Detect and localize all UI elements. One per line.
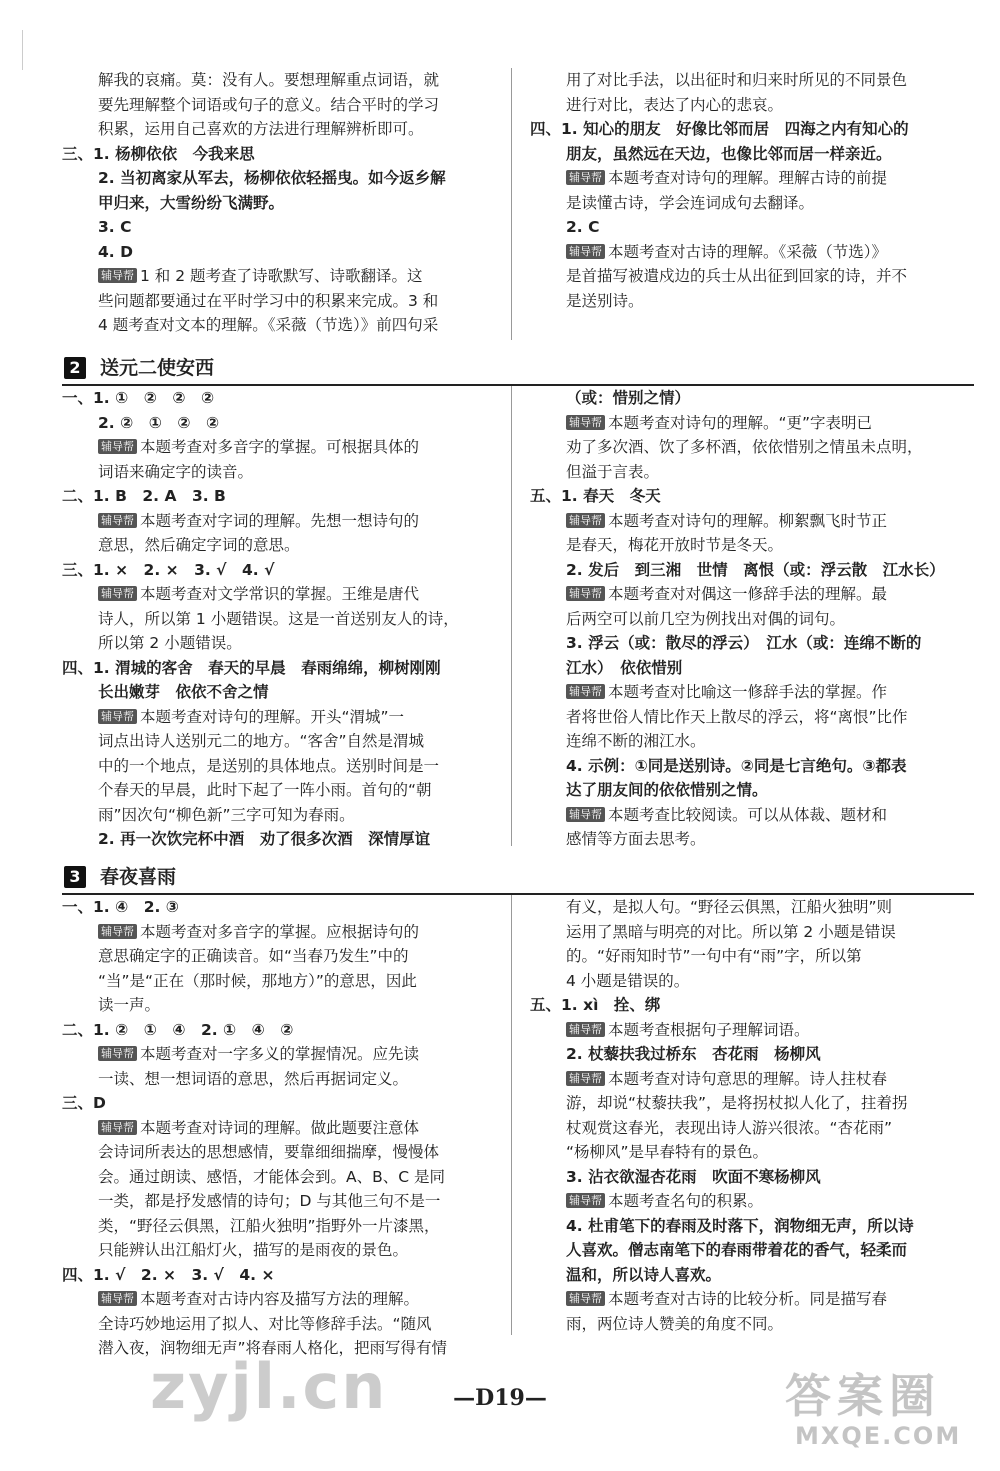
note-text: 本题考查对诗句的理解。理解古诗的前提 (608, 169, 888, 187)
page-number: —D19— (453, 1385, 547, 1411)
tutor-badge: 辅导帮 (566, 244, 605, 259)
note-text: 本题考查对字词的理解。先想一想诗句的 (140, 511, 420, 530)
answer-line: 达了朋友间的依依惜别之情。 (566, 781, 768, 799)
answer-line: 四、1. 知心的朋友 好像比邻而居 四海之内有知心的 (530, 120, 909, 138)
tutor-badge: 辅导帮 (566, 1071, 605, 1086)
section3-right-column (530, 895, 962, 1336)
note-text: 但溢于言表。 (566, 462, 660, 481)
note-text: 本题考查对对偶这一修辞手法的理解。最 (608, 585, 888, 603)
answer-line: 4. 示例：①同是送别诗。②同是七言绝句。③都表 (566, 756, 907, 775)
tutor-badge: 辅导帮 (566, 513, 605, 528)
answer-line: 二、1. ② ① ④ 2. ① ④ ② (62, 1020, 294, 1039)
note-text: 本题考查对诗句的理解。柳絮飘飞时节正 (608, 511, 888, 530)
note-text: 本题考查对古诗的比较分析。同是描写春 (608, 1290, 888, 1308)
tutor-badge: 辅导帮 (98, 439, 137, 454)
tutor-badge: 辅导帮 (566, 170, 605, 185)
answer-line: 三、D (62, 1094, 106, 1112)
note-text: 杖观赏这春光，表现出诗人游兴很浓。“杏花雨” (566, 1118, 893, 1137)
top-left-column (62, 68, 494, 338)
text-line: 积累，运用自己喜欢的方法进行理解辨析即可。 (98, 120, 424, 138)
text-line: 用了对比手法，以出征时和归来时所见的不同景色 (566, 71, 908, 89)
column-divider (511, 386, 512, 846)
answer-line: 三、1. × 2. × 3. √ 4. √ (62, 560, 275, 579)
note-text: 是首描写被遣戍边的兵士从出征到回家的诗，并不 (566, 267, 908, 285)
note-text: 连绵不断的湘江水。 (566, 732, 706, 750)
answer-line: 2. 杖藜扶我过桥东 杏花雨 杨柳风 (566, 1045, 821, 1063)
note-text: 是春天，梅花开放时节是冬天。 (566, 536, 784, 554)
note-text: 诗人，所以第 1 小题错误。这是一首送别友人的诗， (98, 609, 459, 628)
answer-line: 2. 发后 到三湘 世情 离恨（或：浮云散 江水长） (566, 560, 945, 579)
tutor-badge: 辅导帮 (566, 684, 605, 699)
tutor-badge: 辅导帮 (566, 586, 605, 601)
answer-line: 2. 当初离家从军去，杨柳依依轻摇曳。如今返乡解 (98, 169, 446, 187)
note-text: 本题考查对诗句的理解。开头“渭城”一 (140, 707, 405, 726)
answer-line: 二、1. B 2. A 3. B (62, 487, 226, 505)
answer-line: 4. 杜甫笔下的春雨及时落下，润物细无声，所以诗 (566, 1216, 914, 1235)
note-text: 全诗巧妙地运用了拟人、对比等修辞手法。“随风 (98, 1314, 432, 1333)
note-text: 本题考查对诗句意思的理解。诗人拄杖春 (608, 1069, 888, 1088)
answer-line: 朋友，虽然远在天边，也像比邻而居一样亲近。 (566, 144, 892, 163)
answer-line: 人喜欢。僧志南笔下的春雨带着花的香气，轻柔而 (566, 1241, 908, 1259)
answer-line: 三、1. 杨柳依依 今我来思 (62, 144, 255, 163)
note-text: 本题考查对多音字的掌握。可根据具体的 (140, 438, 420, 456)
answer-line: 2. 再一次饮完杯中酒 劝了很多次酒 深情厚谊 (98, 830, 431, 848)
note-text: “杨柳风”是早春特有的景色。 (566, 1143, 769, 1161)
tutor-badge: 辅导帮 (98, 709, 137, 724)
watermark-zyjl: zyjl.cn (150, 1350, 388, 1423)
note-text: 中的一个地点，是送别的具体地点。送别时间是一 (98, 756, 440, 775)
top-right-column (530, 68, 962, 313)
note-text: 1 和 2 题考查了诗歌默写、诗歌翻译。这 (140, 267, 423, 285)
note-text: 本题考查对文学常识的掌握。王维是唐代 (140, 585, 420, 603)
answer-line: 五、1. 春天 冬天 (530, 487, 661, 505)
text-line: 进行对比，表达了内心的悲哀。 (566, 95, 784, 114)
tutor-badge: 辅导帮 (98, 924, 137, 939)
answer-line: 四、1. √ 2. × 3. √ 4. × (62, 1265, 275, 1284)
watermark-mxqe (775, 1360, 985, 1455)
section2-left-column (62, 386, 494, 852)
tutor-badge: 辅导帮 (566, 1291, 605, 1306)
note-text: 本题考查对诗词的理解。做此题要注意体 (140, 1118, 420, 1137)
note-text: 是读懂古诗，学会连词成句去翻译。 (566, 193, 815, 212)
tutor-badge: 辅导帮 (98, 1046, 137, 1061)
note-text: 意思确定字的正确读音。如“当春乃发生”中的 (98, 947, 409, 965)
section3-left-column (62, 895, 494, 1361)
note-text: 读一声。 (98, 996, 161, 1014)
note-text: 一读、想一想词语的意思，然后再据词定义。 (98, 1069, 409, 1088)
note-text: 劝了多次酒、饮了多杯酒，依依惜别之情虽未点明， (566, 438, 923, 456)
answer-line: （或：惜别之情） (566, 389, 691, 407)
answer-line: 一、1. ④ 2. ③ (62, 898, 179, 916)
section2-right-column (530, 386, 962, 852)
note-text: 类，“野径云俱黑，江船火独明”指野外一片漆黑， (98, 1216, 440, 1235)
text-line: 4 小题是错误的。 (566, 971, 690, 990)
section-header-3 (62, 864, 974, 894)
answer-line: 2. ② ① ② ② (98, 413, 220, 432)
note-text: 游，却说“杖藜扶我”，是将拐杖拟人化了，拄着拐 (566, 1094, 908, 1112)
tutor-badge: 辅导帮 (98, 586, 137, 601)
tutor-badge: 辅导帮 (566, 1193, 605, 1208)
tutor-badge: 辅导帮 (98, 513, 137, 528)
note-text: 本题考查对比喻这一修辞手法的掌握。作 (608, 683, 888, 701)
section-title: 送元二使安西 (100, 357, 215, 379)
column-divider (511, 895, 512, 1335)
note-text: 本题考查对多音字的掌握。应根据诗句的 (140, 922, 420, 941)
watermark-url: MXQE.COM (795, 1422, 962, 1450)
text-line: 的。“好雨知时节”一句中有“雨”字，所以第 (566, 947, 862, 965)
text-line: 要先理解整个词语或句子的意义。结合平时的学习 (98, 95, 440, 114)
text-line: 有义，是拟人句。“野径云俱黑，江船火独明”则 (566, 898, 893, 916)
text-line: 解我的哀痛。莫：没有人。要想理解重点词语，就 (98, 71, 440, 89)
note-text: 所以第 2 小题错误。 (98, 634, 242, 652)
section-number: 3 (64, 866, 86, 888)
note-text: 者将世俗人情比作天上散尽的浮云，将“离恨”比作 (566, 707, 908, 726)
note-text: 会诗词所表达的思想感情，要靠细细揣摩，慢慢体 (98, 1143, 440, 1161)
tutor-badge: 辅导帮 (566, 807, 605, 822)
note-text: 雨”因次句“柳色新”三字可知为春雨。 (98, 805, 355, 824)
note-text: 些问题都要通过在平时学习中的积累来完成。3 和 (98, 291, 439, 310)
section-number: 2 (64, 357, 86, 379)
note-text: 一类，都是抒发感情的诗句；D 与其他三句不是一 (98, 1192, 441, 1210)
note-text: 本题考查名句的积累。 (608, 1192, 764, 1210)
answer-line: 3. 浮云（或：散尽的浮云） 江水（或：连绵不断的 (566, 634, 922, 652)
note-text: 潜入夜，润物细无声”将春雨人格化，把雨写得有情 (98, 1339, 448, 1357)
note-text: 感情等方面去思考。 (566, 830, 706, 848)
note-text: 雨，两位诗人赞美的角度不同。 (566, 1314, 784, 1333)
note-text: 本题考查对一字多义的掌握情况。应先读 (140, 1045, 420, 1063)
section-header-2 (62, 355, 974, 385)
note-text: 后两空可以前几空为例找出对偶的词句。 (566, 609, 846, 628)
text-line: 运用了黑暗与明亮的对比。所以第 2 小题是错误 (566, 922, 896, 941)
tutor-badge: 辅导帮 (98, 268, 137, 283)
answer-line: 2. C (566, 218, 600, 236)
answer-line: 长出嫩芽 依依不舍之情 (98, 683, 269, 701)
note-text: 本题考查对古诗的理解。《采薇（节选）》 (608, 242, 888, 261)
tutor-badge: 辅导帮 (98, 1120, 137, 1135)
note-text: 词语来确定字的读音。 (98, 462, 254, 481)
answer-line: 甲归来，大雪纷纷飞满野。 (98, 193, 285, 212)
note-text: 本题考查根据句子理解词语。 (608, 1020, 810, 1039)
column-divider (511, 68, 512, 340)
margin-line (22, 30, 23, 70)
section-title: 春夜喜雨 (100, 866, 177, 888)
tutor-badge: 辅导帮 (566, 415, 605, 430)
watermark-logo-text: 答案圈 (785, 1369, 941, 1423)
answer-line: 3. 沾衣欲湿杏花雨 吹面不寒杨柳风 (566, 1167, 821, 1186)
answer-line: 四、1. 渭城的客舍 春天的早晨 春雨绵绵，柳树刚刚 (62, 658, 441, 677)
note-text: 意思，然后确定字词的意思。 (98, 536, 300, 554)
note-text: “当”是“正在（那时候，那地方）”的意思，因此 (98, 971, 417, 990)
note-text: 个春天的早晨，此时下起了一阵小雨。首句的“朝 (98, 781, 432, 799)
note-text: 会。通过朗读、感悟，才能体会到。A、B、C 是同 (98, 1167, 445, 1186)
note-text: 词点出诗人送别元二的地方。“客舍”自然是渭城 (98, 732, 425, 750)
note-text: 只能辨认出江船灯火，描写的是雨夜的景色。 (98, 1241, 409, 1259)
note-text: 本题考查比较阅读。可以从体裁、题材和 (608, 805, 888, 824)
note-text: 本题考查对古诗内容及描写方法的理解。 (140, 1290, 420, 1308)
answer-line: 江水） 依依惜别 (566, 658, 683, 677)
tutor-badge: 辅导帮 (566, 1022, 605, 1037)
answer-line: 温和，所以诗人喜欢。 (566, 1265, 722, 1284)
note-text: 是送别诗。 (566, 291, 644, 310)
note-text: 4 题考查对文本的理解。《采薇（节选）》前四句采 (98, 316, 439, 334)
note-text: 本题考查对诗句的理解。“更”字表明已 (608, 413, 873, 432)
answer-line: 五、1. xì 拴、绑 (530, 996, 661, 1014)
answer-line: 4. D (98, 242, 133, 261)
answer-line: 3. C (98, 218, 132, 236)
tutor-badge: 辅导帮 (98, 1291, 137, 1306)
answer-line: 一、1. ① ② ② ② (62, 389, 215, 407)
